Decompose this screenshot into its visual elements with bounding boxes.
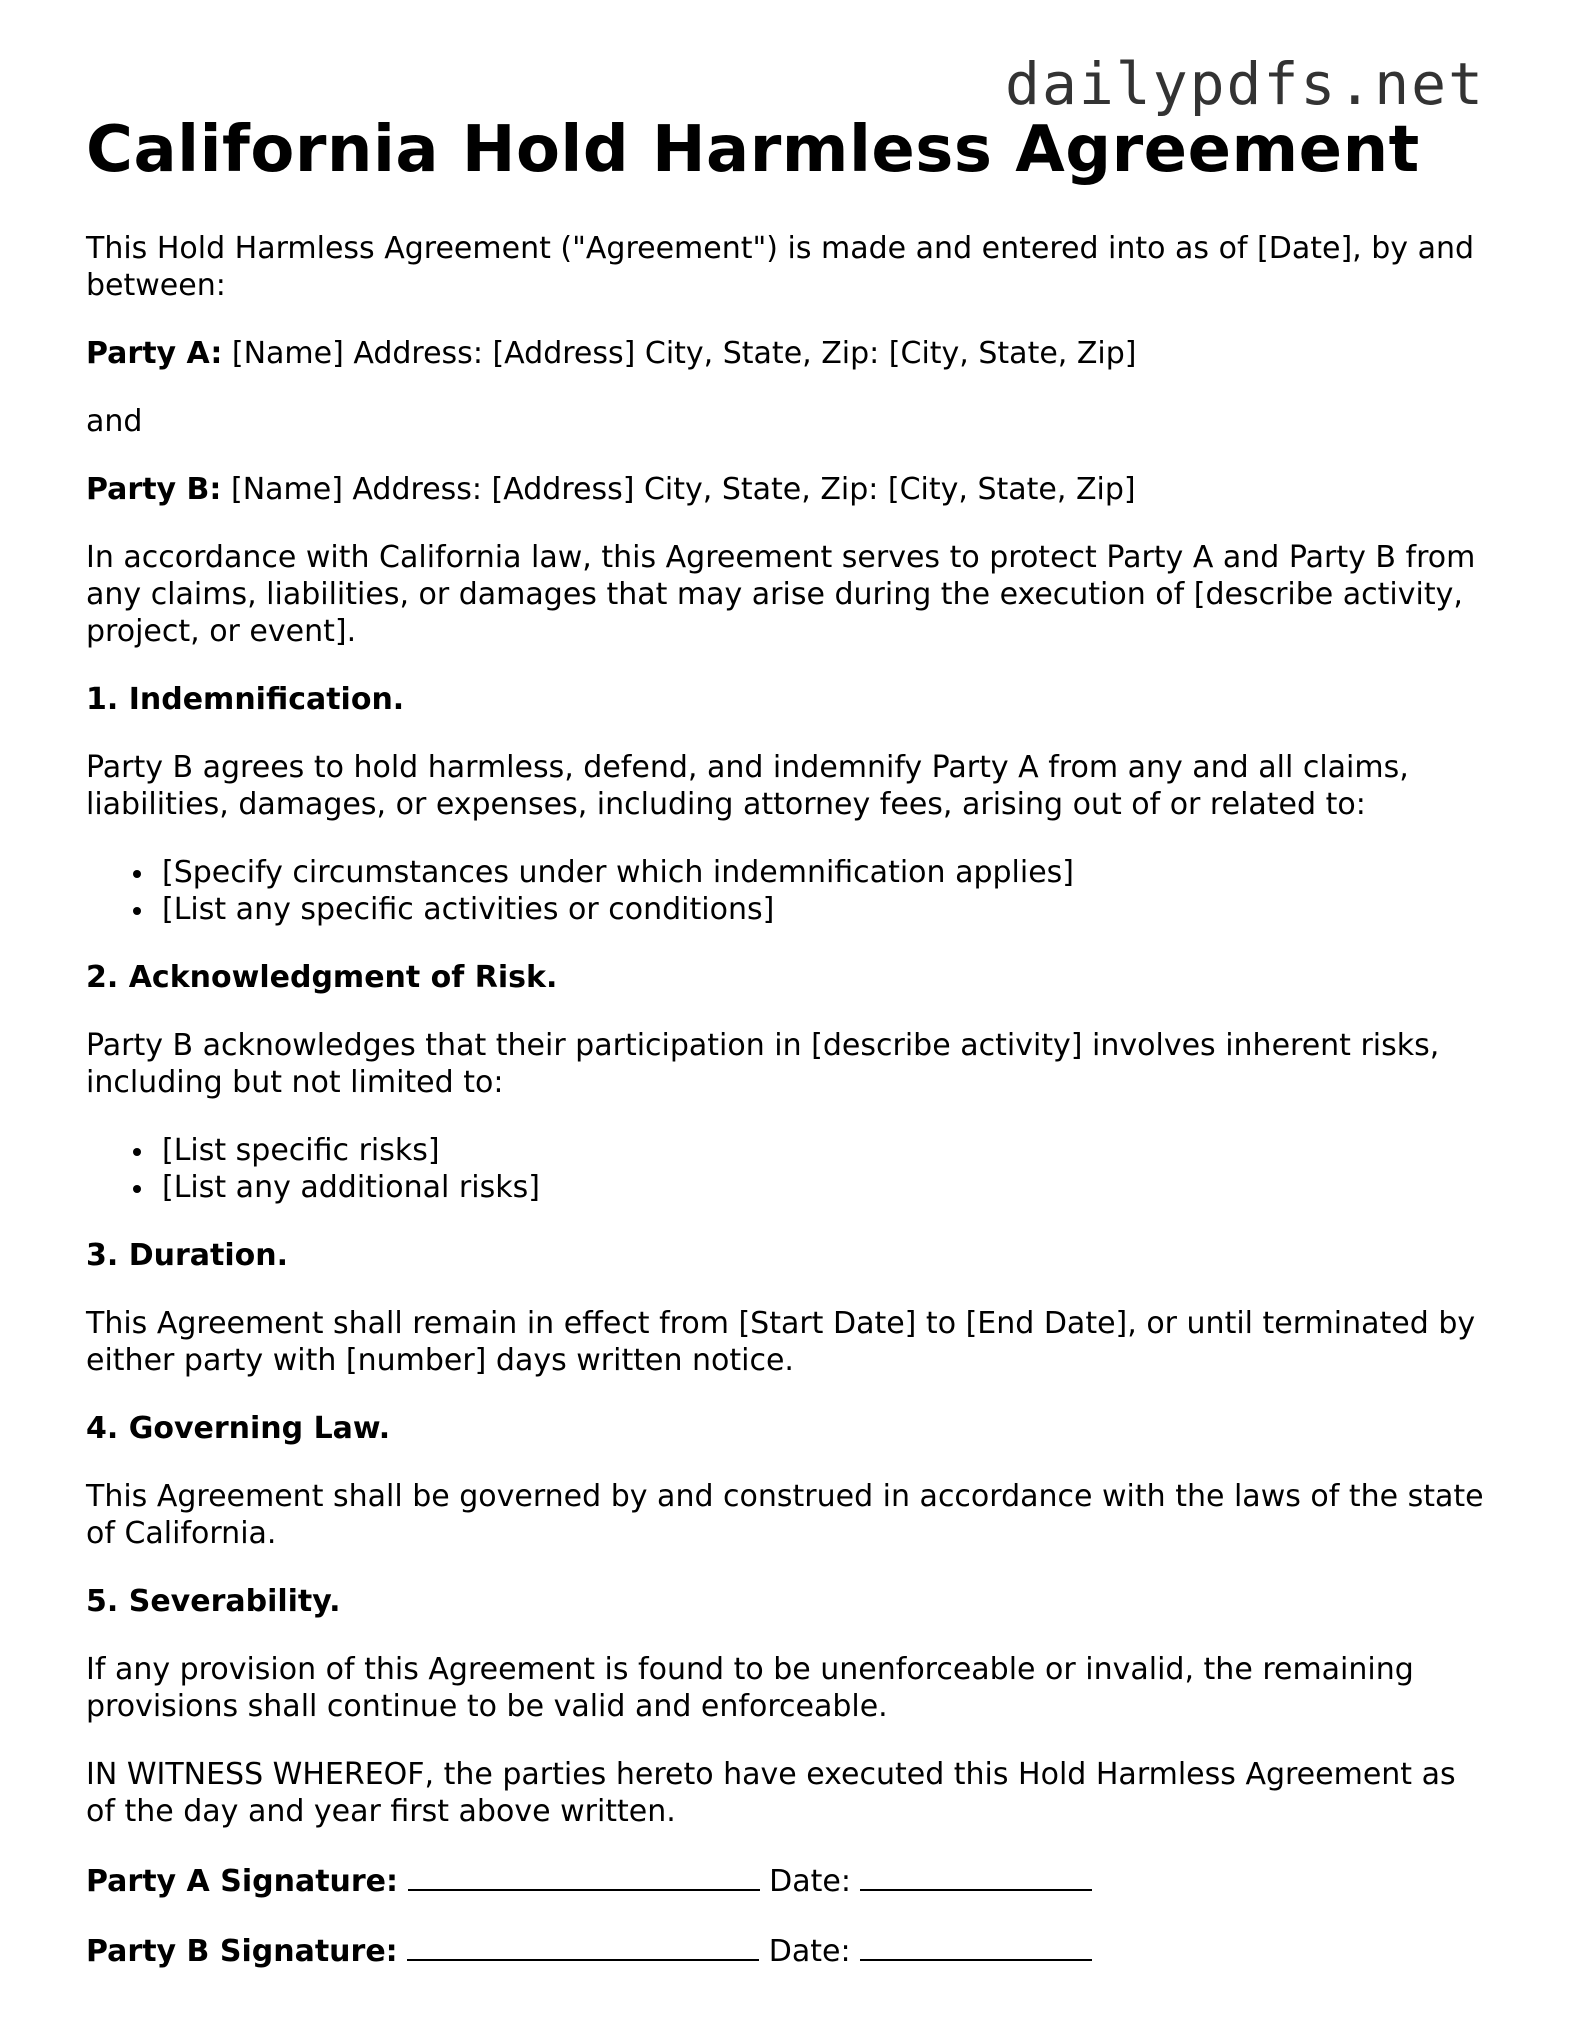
party-a-signature-label: Party A Signature: — [86, 1864, 399, 1899]
party-a-details: [Name] Address: [Address] City, State, Zip: [City, State, Zip] — [231, 336, 1137, 371]
witness-paragraph: IN WITNESS WHEREOF, the parties hereto have executed this Hold Harmless Agreement as of the day and year first above written. — [86, 1757, 1456, 1829]
party-b-line — [86, 471, 1486, 508]
party-a-signature-line — [86, 1861, 1486, 1900]
section-heading-indemnification: 1. Indemnification. — [86, 682, 405, 717]
document-title: California Hold Harmless Agreement — [86, 113, 1420, 187]
document-page — [86, 108, 1486, 2001]
section-body-duration: This Agreement shall remain in effect from [Start Date] to [End Date], or until terminated by either party with [number] days written notice. — [86, 1306, 1476, 1378]
party-a-signature-field[interactable] — [408, 1861, 760, 1891]
intro-paragraph: This Hold Harmless Agreement ("Agreement") is made and entered into as of [Date], by and between: — [86, 231, 1475, 303]
party-b-signature-label: Party B Signature: — [86, 1934, 398, 1969]
party-a-line — [86, 335, 1486, 372]
list-item-text: [List any specific activities or conditions] — [162, 892, 775, 927]
party-a-date-label: Date: — [769, 1864, 851, 1899]
list-item-text: [List any additional risks] — [162, 1170, 540, 1205]
party-a-date-field[interactable] — [860, 1861, 1092, 1891]
bullet-icon — [133, 870, 141, 878]
section-heading-governing-law: 4. Governing Law. — [86, 1411, 391, 1446]
section-body-indemnification: Party B agrees to hold harmless, defend, and indemnify Party A from any and all claims, liabilities, damages, or expenses, including attorney fees, arising out of or related to: — [86, 750, 1409, 822]
section-body-risk: Party B acknowledges that their participation in [describe activity] involves inherent risks, including but not limited to: — [86, 1028, 1440, 1100]
party-b-label: Party B: — [86, 472, 222, 507]
list-item-text: [Specify circumstances under which indemnification applies] — [162, 855, 1074, 890]
list-item-text: [List specific risks] — [162, 1133, 440, 1168]
list-item — [162, 891, 1486, 928]
list-item — [162, 1169, 1486, 1206]
indemnification-list — [86, 854, 1486, 928]
section-body-governing-law: This Agreement shall be governed by and construed in accordance with the laws of the state of California. — [86, 1479, 1484, 1551]
bullet-icon — [133, 907, 141, 915]
purpose-paragraph: In accordance with California law, this Agreement serves to protect Party A and Party B from any claims, liabilities, or damages that may arise during the execution of [describe activity, project, or event]. — [86, 540, 1476, 649]
watermark: dailypdfs.net — [1005, 50, 1485, 118]
bullet-icon — [133, 1148, 141, 1156]
section-heading-severability: 5. Severability. — [86, 1584, 341, 1619]
section-heading-duration: 3. Duration. — [86, 1238, 289, 1273]
bullet-icon — [133, 1185, 141, 1193]
party-b-details: [Name] Address: [Address] City, State, Zip: [City, State, Zip] — [230, 472, 1136, 507]
party-a-label: Party A: — [86, 336, 223, 371]
section-body-severability: If any provision of this Agreement is found to be unenforceable or invalid, the remaining provisions shall continue to be valid and enforceable. — [86, 1652, 1414, 1724]
party-b-signature-line — [86, 1931, 1486, 1970]
party-b-date-field[interactable] — [860, 1931, 1092, 1961]
party-b-date-label: Date: — [768, 1934, 851, 1969]
list-item — [162, 1132, 1486, 1169]
list-item — [162, 854, 1486, 891]
section-heading-risk: 2. Acknowledgment of Risk. — [86, 960, 558, 995]
risk-list — [86, 1132, 1486, 1206]
party-b-signature-field[interactable] — [407, 1931, 759, 1961]
and-text: and — [86, 404, 143, 439]
